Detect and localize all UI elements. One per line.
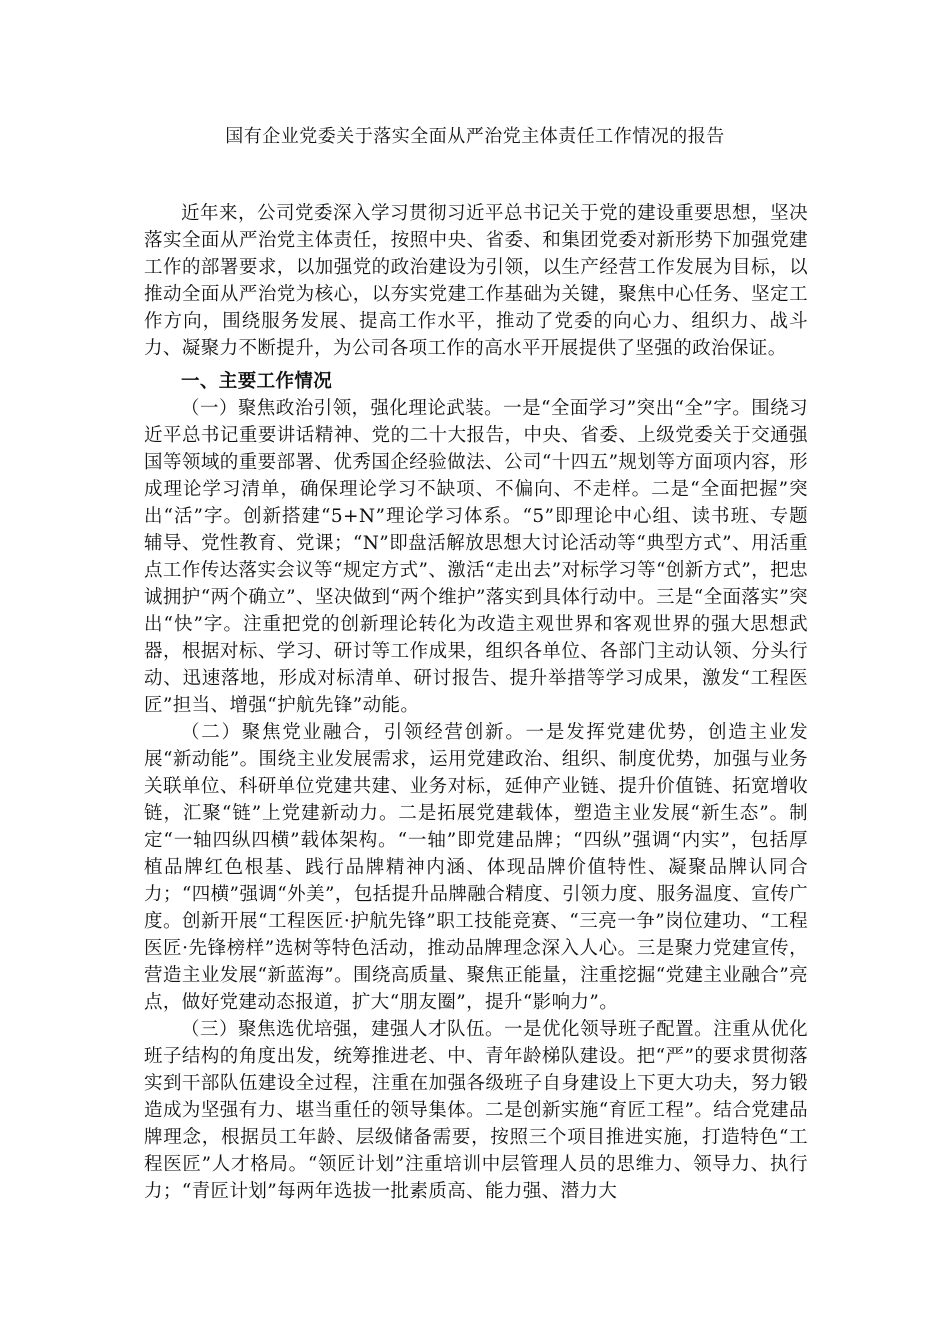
section-heading-main-work: 一、主要工作情况 bbox=[181, 371, 333, 392]
paragraph-talent-team: （三）聚焦选优培强，建强人才队伍。一是优化领导班子配置。注重从优化班子结构的角度出发，统筹推进老、中、青年龄梯队建设。把“严”的要求贯彻落实到干部队伍建设全过程，注重在加强各级班子自身建设上下更大功夫，努力锻造成为坚强有力、堪当重任的领导集体。二是创新实施“育匠工程”。结合党建品牌理念，根据员工年龄、层级储备需要，按照三个项目推进实施，打造特色“工程医匠”人才格局。“领匠计划”注重培训中层管理人员的思维力、领导力、执行力；“青匠计划”每两年选拔一批素质高、能力强、潜力大 bbox=[144, 1019, 808, 1202]
intro-paragraph: 近年来，公司党委深入学习贯彻习近平总书记关于党的建设重要思想，坚决落实全面从严治党主体责任，按照中央、省委、和集团党委对新形势下加强党建工作的部署要求，以加强党的政治建设为引领，以生产经营工作发展为目标，以推动全面从严治党为核心，以夯实党建工作基础为关键，聚焦中心任务、坚定工作方向，围绕服务发展、提高工作水平，推动了党委的向心力、组织力、战斗力、凝聚力不断提升，为公司各项工作的高水平开展提供了坚强的政治保证。 bbox=[144, 203, 808, 359]
paragraph-political-guidance: （一）聚焦政治引领，强化理论武装。一是“全面学习”突出“全”字。围绕习近平总书记重要讲话精神、党的二十大报告，中央、省委、上级党委关于交通强国等领域的重要部署、优秀国企经验做法、公司“十四五”规划等方面项内容，形成理论学习清单，确保理论学习不缺项、不偏向、不走样。二是“全面把握”突出“活”字。创新搭建“5+N”理论学习体系。“5”即理论中心组、读书班、专题辅导、党性教育、党课；“N”即盘活解放思想大讨论活动等“典型方式”、用活重点工作传达落实会议等“规定方式”、激活“走出去”对标学习等“创新方式”，把忠诚拥护“两个确立”、坚决做到“两个维护”落实到具体行动中。三是“全面落实”突出“快”字。注重把党的创新理论转化为改造主观世界和客观世界的强大思想武器，根据对标、学习、研讨等工作成果，组织各单位、各部门主动认领、分头行动、迅速落地，形成对标清单、研讨报告、提升举措等学习成果，激发“工程医匠”担当、增强“护航先锋”动能。 bbox=[144, 398, 808, 716]
document-title: 国有企业党委关于落实全面从严治党主体责任工作情况的报告 bbox=[225, 126, 725, 147]
paragraph-party-business-integration: （二）聚焦党业融合，引领经营创新。一是发挥党建优势，创造主业发展“新动能”。围绕主业发展需求，运用党建政治、组织、制度优势，加强与业务关联单位、科研单位党建共建、业务对标，延伸产业链、提升价值链、拓宽增收链，汇聚“链”上党建新动力。二是拓展党建载体，塑造主业发展“新生态”。制定“一轴四纵四横”载体架构。“一轴”即党建品牌；“四纵”强调“内实”，包括厚植品牌红色根基、践行品牌精神内涵、体现品牌价值特性、凝聚品牌认同合力；“四横”强调“外美”，包括提升品牌融合精度、引领力度、服务温度、宣传广度。创新开展“工程医匠·护航先锋”职工技能竞赛、“三亮一争”岗位建功、“工程医匠·先锋榜样”选树等特色活动，推动品牌理念深入人心。三是聚力党建宣传，营造主业发展“新蓝海”。围绕高质量、聚焦正能量，注重挖掘“党建主业融合”亮点，做好党建动态报道，扩大“朋友圈”，提升“影响力”。 bbox=[144, 722, 808, 1013]
document-body bbox=[144, 200, 808, 1205]
